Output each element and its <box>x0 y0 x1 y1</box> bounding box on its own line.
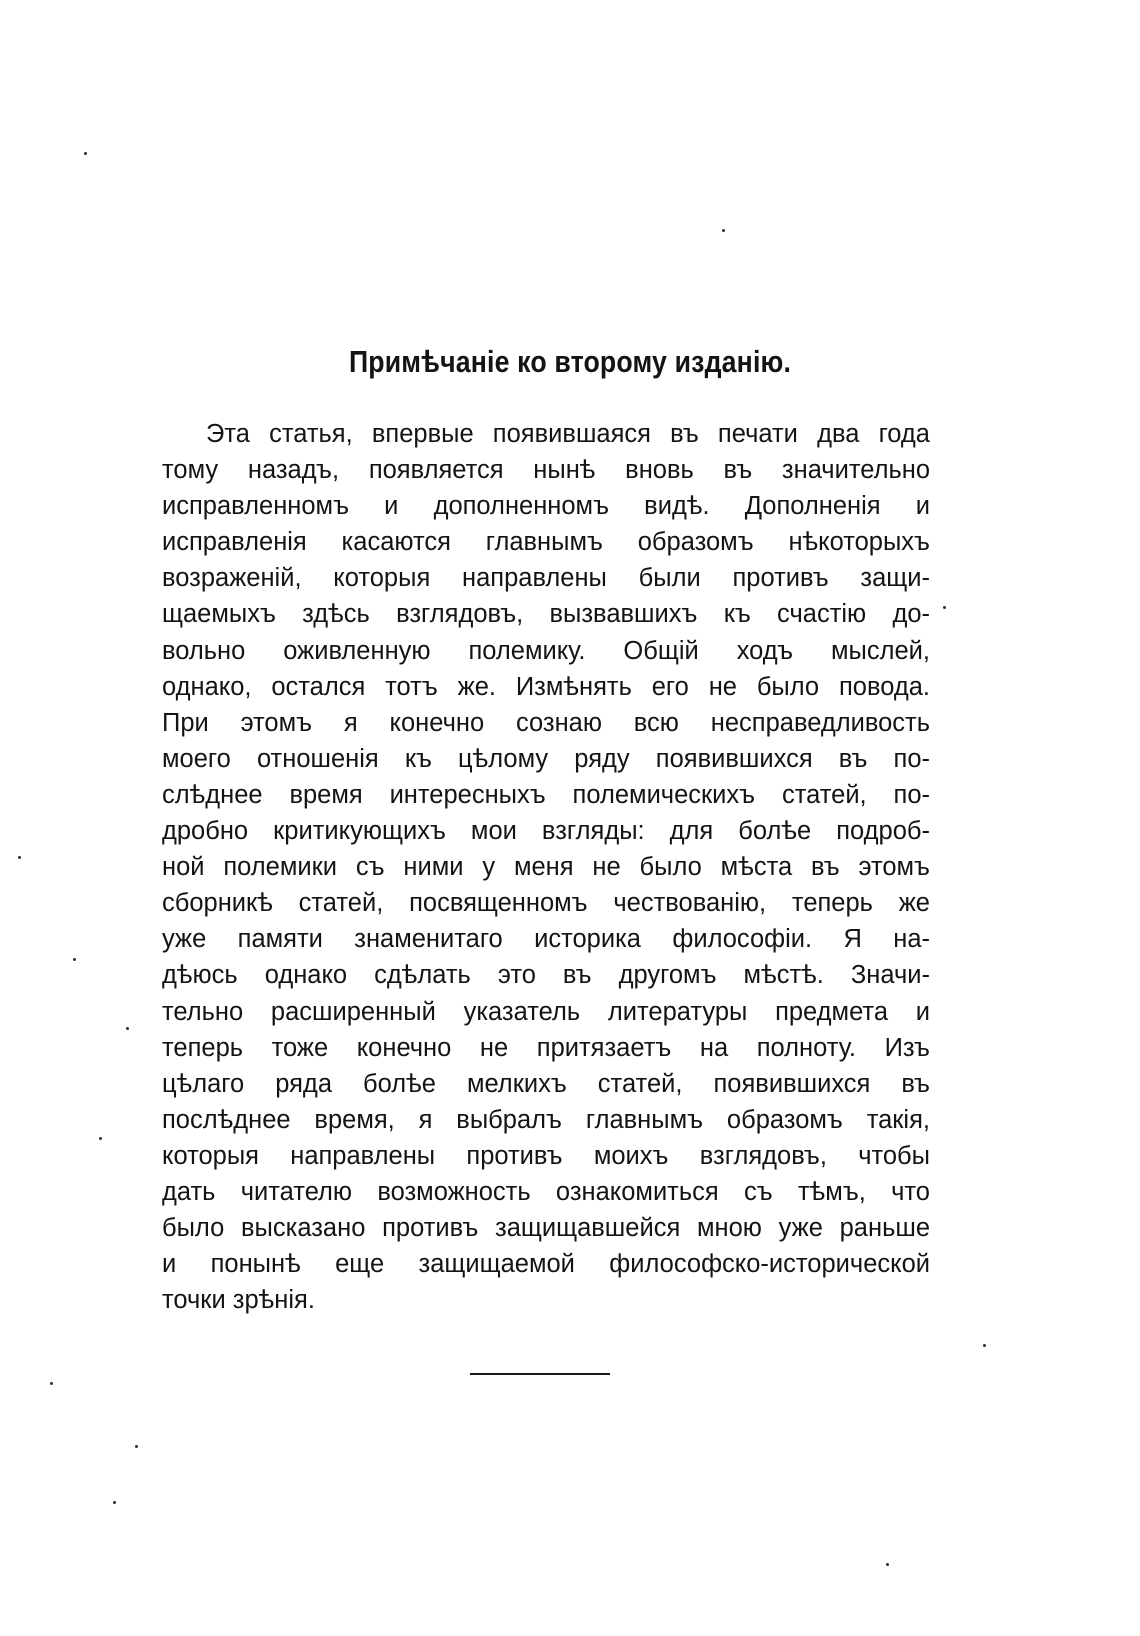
scan-speck <box>126 1027 129 1030</box>
paragraph-line: щаемыхъ здѣсь взглядовъ, вызвавшихъ къ счастію до- <box>162 600 930 629</box>
paragraph-line: послѣднее время, я выбралъ главнымъ образомъ такія, <box>162 1105 930 1134</box>
paragraph-line: слѣднее время интересныхъ полемическихъ статей, по- <box>162 780 930 809</box>
paragraph-line: При этомъ я конечно сознаю всю несправедливость <box>162 708 930 737</box>
paragraph-line: и понынѣ еще защищаемой философско-исторической <box>162 1250 930 1279</box>
scan-speck <box>84 152 87 155</box>
paragraph-line: возраженій, которыя направлены были противъ защи- <box>162 564 930 593</box>
paragraph-line: цѣлаго ряда болѣе мелкихъ статей, появившихся въ <box>162 1069 930 1098</box>
scan-speck <box>722 229 725 232</box>
paragraph-line: теперь тоже конечно не притязаетъ на полноту. Изъ <box>162 1033 930 1062</box>
paragraph-line: исправленномъ и дополненномъ видѣ. Дополненія и <box>162 492 930 521</box>
scan-speck <box>73 958 76 961</box>
scan-speck <box>50 1382 53 1385</box>
paragraph-line: тому назадъ, появляется нынѣ вновь въ значительно <box>162 456 930 485</box>
paragraph-line: исправленія касаются главнымъ образомъ нѣкоторыхъ <box>162 528 930 557</box>
paragraph-line: моего отношенія къ цѣлому ряду появившихся въ по- <box>162 744 930 773</box>
page-title: Примѣчаніе ко второму изданію. <box>348 344 792 379</box>
scan-speck <box>113 1501 116 1504</box>
scan-speck <box>99 1137 102 1140</box>
paragraph-line: Эта статья, впервые появившаяся въ печати два года <box>206 420 930 448</box>
paragraph-line: ной полемики съ ними у меня не было мѣста въ этомъ <box>162 853 930 882</box>
scan-speck <box>135 1445 138 1448</box>
scan-speck <box>886 1563 889 1566</box>
note-paragraph <box>162 416 930 1318</box>
paragraph-line: дѣюсь однако сдѣлать это въ другомъ мѣстѣ. Значи- <box>162 961 930 990</box>
scan-speck <box>943 606 946 609</box>
paragraph-line: было высказано противъ защищавшейся мною уже раньше <box>162 1214 930 1243</box>
paragraph-line: тельно расширенный указатель литературы предмета и <box>162 997 930 1026</box>
paragraph-line: вольно оживленную полемику. Общій ходъ мыслей, <box>162 636 930 665</box>
paragraph-line: однако, остался тотъ же. Измѣнять его не было повода. <box>162 672 930 701</box>
scan-speck <box>983 1344 986 1347</box>
paragraph-line: дробно критикующихъ мои взгляды: для болѣе подроб- <box>162 817 930 846</box>
paragraph-line: дать читателю возможность ознакомиться съ тѣмъ, что <box>162 1177 930 1206</box>
paragraph-line: которыя направлены противъ моихъ взглядовъ, чтобы <box>162 1141 930 1170</box>
end-rule <box>470 1373 610 1375</box>
paragraph-line: точки зрѣнія. <box>162 1286 315 1315</box>
paragraph-line: сборникѣ статей, посвященномъ чествованію, теперь же <box>162 889 930 918</box>
scan-speck <box>18 856 21 859</box>
paragraph-line: уже памяти знаменитаго историка философіи. Я на- <box>162 925 930 954</box>
